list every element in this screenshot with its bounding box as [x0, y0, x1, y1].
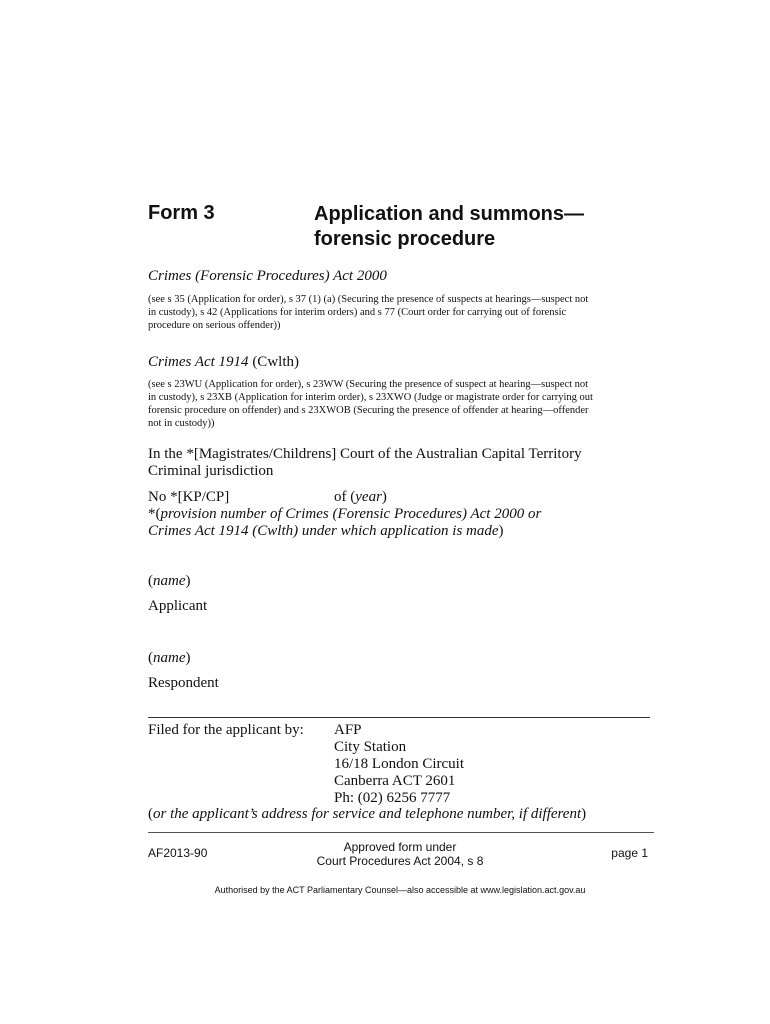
- footer-divider: [148, 832, 654, 833]
- applicant-label: Applicant: [148, 598, 208, 614]
- file-number-label: No *[KP/CP]: [148, 489, 230, 505]
- applicant-name-placeholder: name: [153, 573, 186, 589]
- address-line: 16/18 London Circuit: [334, 756, 464, 772]
- form-title: [314, 202, 674, 252]
- act2-title-suffix: (Cwlth): [248, 354, 299, 370]
- respondent-label: Respondent: [148, 675, 219, 691]
- year-close: ): [381, 489, 387, 505]
- paren-close: ): [185, 573, 191, 589]
- filed-address: [334, 722, 464, 807]
- provision-close: ): [498, 523, 504, 539]
- act1-title-text: Crimes (Forensic Procedures) Act 2000: [148, 268, 387, 284]
- file-year: [334, 489, 387, 506]
- act2-note-line: forensic procedure on offender) and s 23XWOB (Securing the presence of offender at hearing—offender: [148, 405, 589, 416]
- filed-divider: [148, 717, 650, 718]
- paren-close: ): [185, 650, 191, 666]
- of-label: of (: [334, 489, 356, 505]
- act1-title: [148, 268, 387, 285]
- year-placeholder: year: [355, 489, 382, 505]
- address-line: Ph: (02) 6256 7777: [334, 790, 451, 806]
- provision-line-1: provision number of Crimes (Forensic Procedures) Act 2000 or: [160, 506, 542, 522]
- form-code: AF2013-90: [148, 846, 208, 860]
- address-line: AFP: [334, 722, 362, 738]
- court-line-2: Criminal jurisdiction: [148, 463, 274, 479]
- form-title-line-2: forensic procedure: [314, 228, 496, 250]
- act1-note-line: procedure on serious offender)): [148, 320, 281, 331]
- page-number: page 1: [611, 846, 648, 860]
- respondent-name-placeholder: name: [153, 650, 186, 666]
- provision-line-2: Crimes Act 1914 (Cwlth) under which application is made: [148, 523, 499, 539]
- act2-note: [148, 378, 648, 430]
- approved-line-1: Approved form under: [343, 840, 457, 854]
- court-line-1: In the *[Magistrates/Childrens] Court of the Australian Capital Territory: [148, 446, 582, 462]
- act2-note-line: in custody), s 23XB (Application for interim order), s 23XWO (Judge or magistrate order for carrying out: [148, 392, 593, 403]
- filed-label: Filed for the applicant by:: [148, 722, 304, 738]
- form-number: Form 3: [148, 202, 215, 224]
- form-title-line-1: Application and summons—: [314, 203, 585, 225]
- filed-alt-text: or the applicant’s address for service and telephone number, if different: [153, 806, 582, 822]
- approved-line-2: Court Procedures Act 2004, s 8: [316, 854, 484, 868]
- filed-alt-note: [148, 806, 668, 823]
- act2-note-line: not in custody)): [148, 418, 215, 429]
- court-heading: [148, 446, 668, 480]
- respondent-name: [148, 650, 191, 667]
- act1-note-line: in custody), s 42 (Applications for interim orders) and s 77 (Court order for carrying out of forensic: [148, 307, 567, 318]
- paren-open: (: [148, 650, 153, 666]
- paren-open: (: [148, 806, 153, 822]
- act1-note: [148, 293, 648, 332]
- authorised-note: Authorised by the ACT Parliamentary Counsel—also accessible at www.legislation.act.gov.au: [214, 885, 586, 895]
- act2-note-line: (see s 23WU (Application for order), s 23WW (Securing the presence of suspect at hearing—suspect not: [148, 379, 589, 390]
- act2-title: [148, 354, 299, 371]
- paren-close: ): [581, 806, 587, 822]
- act2-title-text: Crimes Act 1914: [148, 354, 249, 370]
- approved-form-note: [300, 840, 500, 868]
- address-line: Canberra ACT 2601: [334, 773, 456, 789]
- provision-note: [148, 506, 668, 540]
- paren-open: (: [148, 573, 153, 589]
- address-line: City Station: [334, 739, 407, 755]
- applicant-name: [148, 573, 191, 590]
- provision-open: *(: [148, 506, 161, 522]
- act1-note-line: (see s 35 (Application for order), s 37 (1) (a) (Securing the presence of suspects at hearings—suspect not: [148, 294, 589, 305]
